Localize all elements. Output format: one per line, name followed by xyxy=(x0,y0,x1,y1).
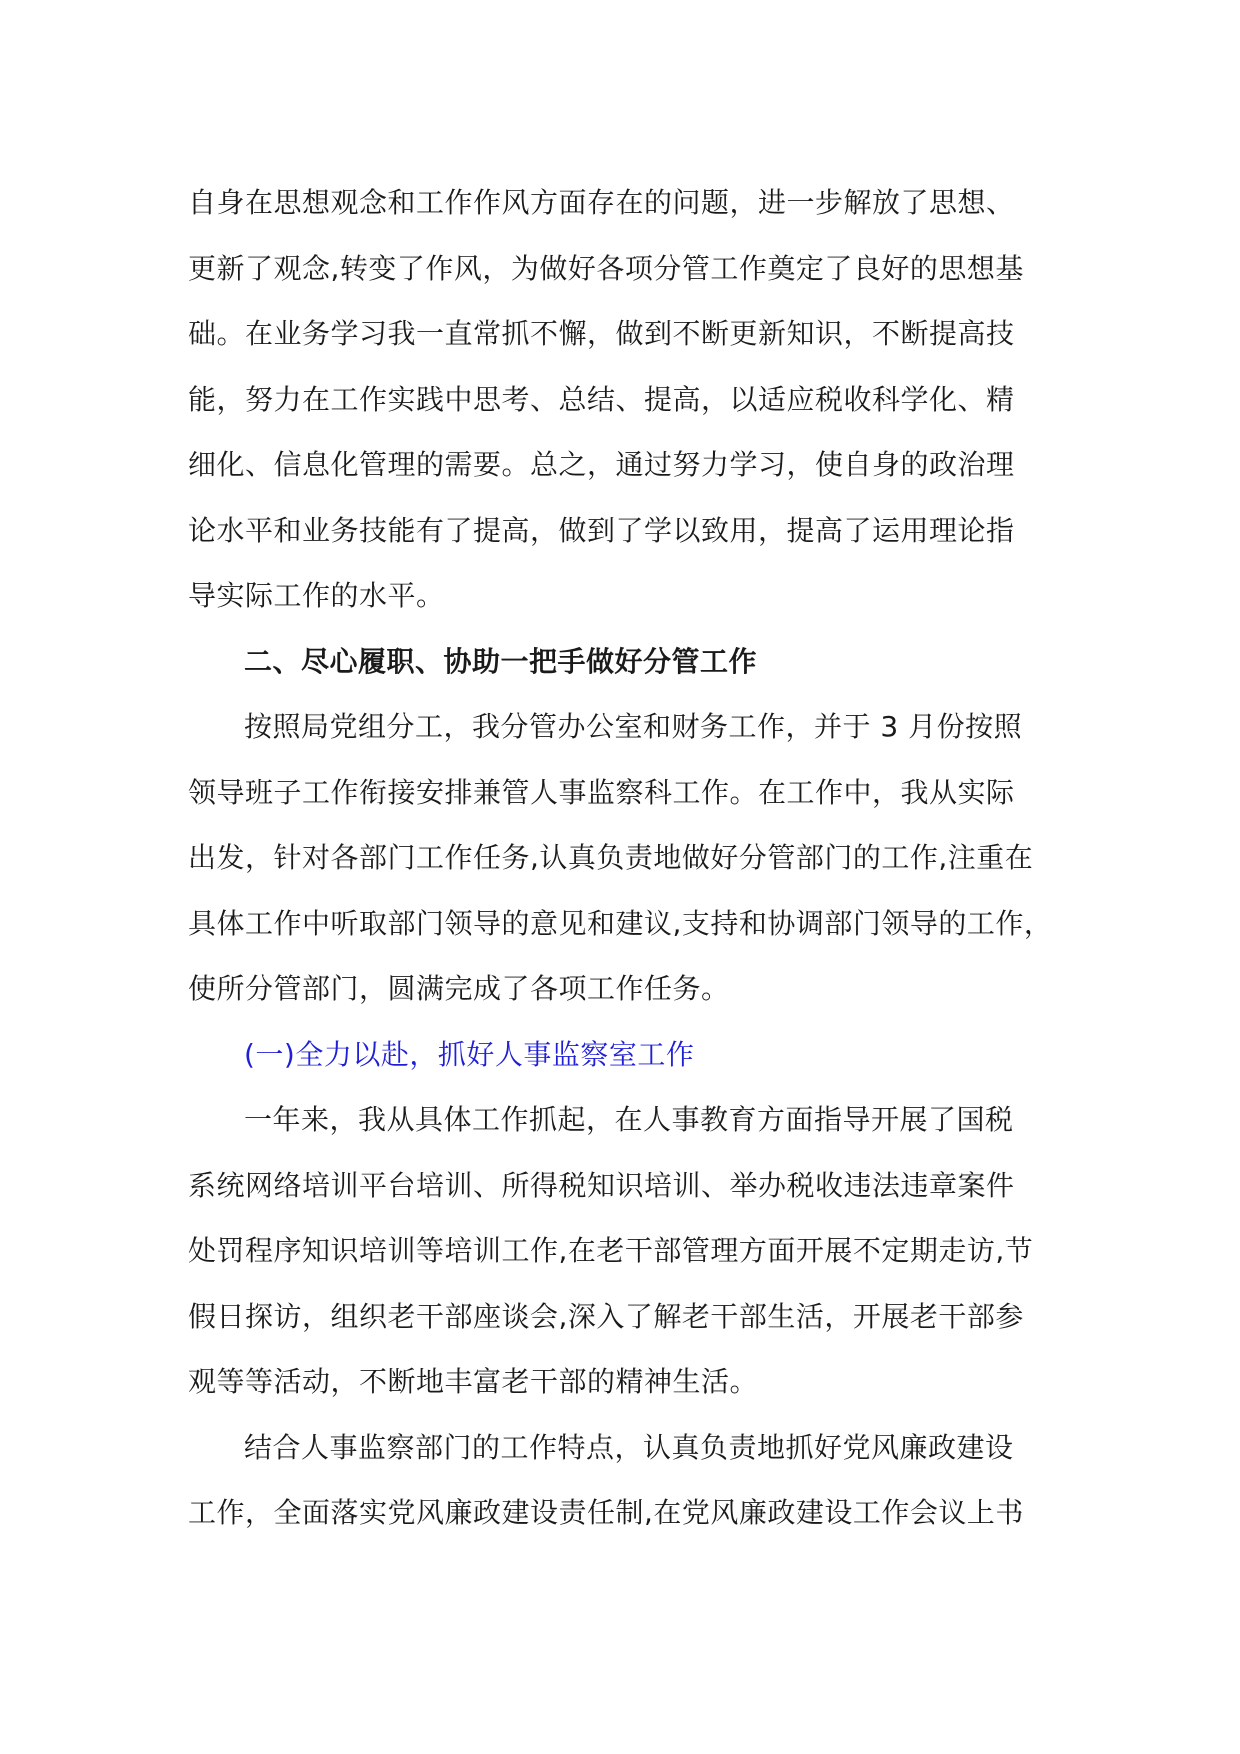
body-text-line: 工作，全面落实党风廉政建设责任制,在党风廉政建设工作会议上书 xyxy=(188,1496,1024,1529)
body-text-line: 假日探访，组织老干部座谈会,深入了解老干部生活，开展老干部参 xyxy=(188,1299,1024,1333)
body-text-line: 观等等活动，不断地丰富老干部的精神生活。 xyxy=(188,1365,759,1398)
document-page xyxy=(188,170,1068,1546)
paragraph-first-line: 按照局党组分工，我分管办公室和财务工作，并于 3 月份按照 xyxy=(244,710,1023,743)
paragraph-first-line: 结合人事监察部门的工作特点，认真负责地抓好党风廉政建设 xyxy=(244,1430,1014,1464)
paragraph-first-line: 一年来，我从具体工作抓起，在人事教育方面指导开展了国税 xyxy=(244,1103,1014,1136)
body-text-line: 能，努力在工作实践中思考、总结、提高，以适应税收科学化、精 xyxy=(188,382,1015,416)
subsection-heading: (一)全力以赴，抓好人事监察室工作 xyxy=(244,1037,695,1071)
body-text-line: 论水平和业务技能有了提高，做到了学以致用，提高了运用理论指 xyxy=(188,513,1015,547)
body-text-line: 细化、信息化管理的需要。总之，通过努力学习，使自身的政治理 xyxy=(188,448,1015,481)
body-text-line: 自身在思想观念和工作作风方面存在的问题，进一步解放了思想、 xyxy=(188,186,1015,219)
body-text-line: 处罚程序知识培训等培训工作,在老干部管理方面开展不定期走访,节 xyxy=(188,1234,1034,1267)
body-text-line: 使所分管部门，圆满完成了各项工作任务。 xyxy=(188,972,730,1005)
body-text-line: 领导班子工作衔接安排兼管人事监察科工作。在工作中，我从实际 xyxy=(188,775,1015,809)
body-text-line: 具体工作中听取部门领导的意见和建议,支持和协调部门领导的工作， xyxy=(188,906,1053,940)
body-text-line: 更新了观念,转变了作风，为做好各项分管工作奠定了良好的思想基 xyxy=(188,251,1024,285)
body-text-line: 系统网络培训平台培训、所得税知识培训、举办税收违法违章案件 xyxy=(188,1168,1015,1202)
body-text-line: 导实际工作的水平。 xyxy=(188,579,445,612)
section-heading: 二、尽心履职、协助一把手做好分管工作 xyxy=(244,644,758,678)
body-text-line: 出发，针对各部门工作任务,认真负责地做好分管部门的工作,注重在 xyxy=(188,841,1034,874)
body-text-line: 础。在业务学习我一直常抓不懈，做到不断更新知识，不断提高技 xyxy=(188,317,1015,350)
